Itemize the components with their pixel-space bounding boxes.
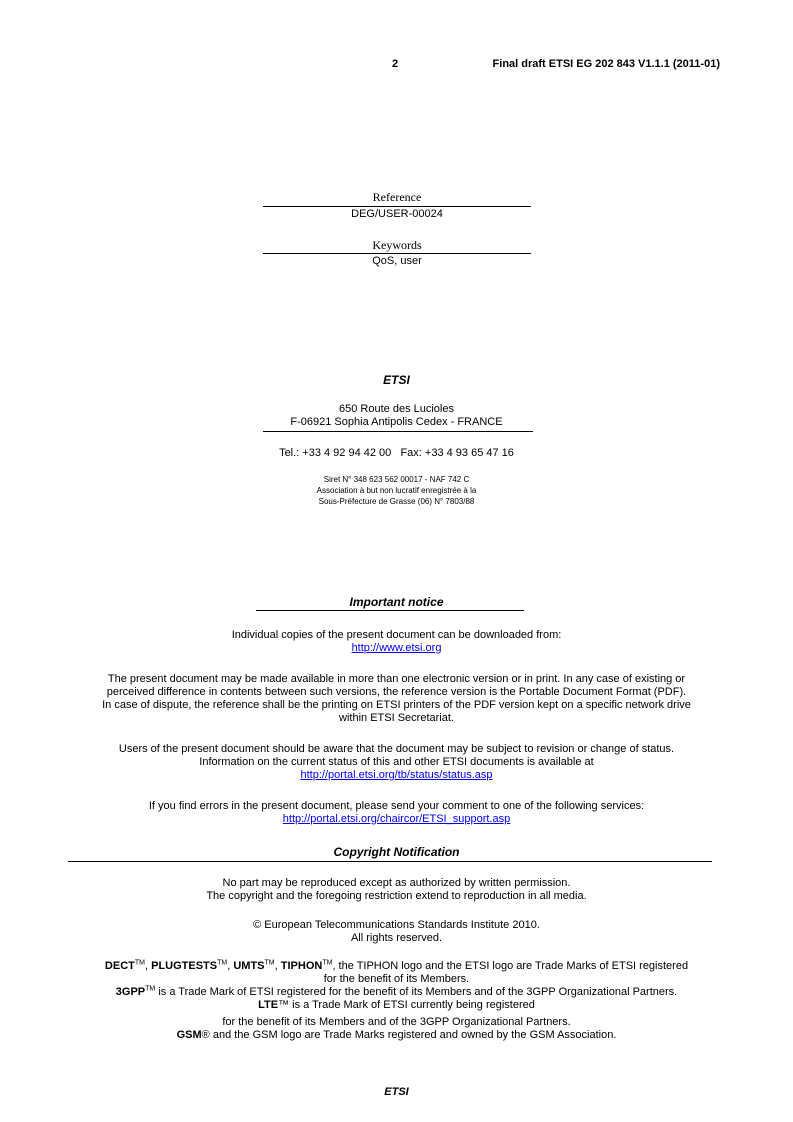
org-address-line2: F-06921 Sophia Antipolis Cedex - FRANCE — [290, 416, 503, 428]
tm-line1-rest: , the TIPHON logo and the ETSI logo are Trade Marks of ETSI registered — [332, 960, 689, 972]
trademark-gsm-line — [0, 1029, 793, 1042]
trademark-line1: DECT™, PLUGTESTS™, UMTS™, TIPHON™, the TIPHON logo and the ETSI logo are Trade Marks of ETSI registered — [104, 959, 689, 972]
trademark-lte-line2: for the benefit of its Members and of the 3GPP Organizational Partners. — [222, 1016, 571, 1028]
tm-gsm-rest: ® and the GSM logo are Trade Marks registered and owned by the GSM Association. — [201, 1029, 617, 1041]
document-title: Final draft ETSI EG 202 843 V1.1.1 (2011-01) — [492, 58, 720, 70]
notice-status-line1: Users of the present document should be aware that the document may be subject to revision or change of status. — [118, 743, 675, 755]
footer-etsi: ETSI — [384, 1086, 409, 1098]
notice-versions-line3: In case of dispute, the reference shall be the printing on ETSI printers of the PDF version kept on a specific network drive — [102, 699, 691, 711]
copyright-line3: © European Telecommunications Standards Institute 2010. — [253, 919, 540, 931]
trademark-lte-line — [0, 999, 793, 1012]
tm-3gpp-rest: is a Trade Mark of ETSI registered for the benefit of its Members and of the 3GPP Organizational Partners. — [155, 986, 678, 998]
org-name: ETSI — [383, 373, 410, 387]
notice-status-link-line — [0, 769, 793, 782]
notice-download-line — [0, 642, 793, 655]
org-legal-line1: Siret N° 348 623 562 00017 - NAF 742 C — [323, 475, 470, 484]
tm-mark: TM — [134, 959, 145, 967]
tm-mark: TM — [322, 959, 333, 967]
trademark-3gpp-line — [0, 986, 793, 999]
tm-lte-rest: ™ is a Trade Mark of ETSI currently being registered — [278, 999, 535, 1011]
tm-dect: DECT — [104, 960, 135, 972]
etsi-website-link[interactable]: http://www.etsi.org — [351, 642, 442, 654]
tm-tiphon: TIPHON — [280, 960, 323, 972]
org-address-line1: 650 Route des Lucioles — [339, 403, 454, 415]
tm-mark: TM — [145, 985, 156, 993]
tm-mark: TM — [217, 959, 228, 967]
notice-title: Important notice — [349, 595, 444, 609]
keywords-value: QoS, user — [372, 255, 422, 267]
reference-value: DEG/USER-00024 — [351, 208, 443, 220]
reference-rule — [263, 206, 531, 207]
notice-errors-text: If you find errors in the present document, please send your comment to one of the following services: — [148, 800, 645, 812]
reference-label: Reference — [372, 190, 422, 204]
address-rule — [263, 431, 533, 432]
copyright-line1: No part may be reproduced except as authorized by written permission. — [222, 877, 571, 889]
trademark-line2: for the benefit of its Members. — [323, 973, 470, 985]
copyright-rule — [68, 861, 712, 862]
tm-umts: UMTS — [233, 960, 265, 972]
org-legal-line2: Association à but non lucratif enregistrée à la — [316, 486, 477, 495]
notice-versions-line1: The present document may be made available in more than one electronic version or in print. In any case of existing or — [107, 673, 686, 685]
tm-lte: LTE — [258, 999, 279, 1011]
notice-status-line2: Information on the current status of this and other ETSI documents is available at — [199, 756, 594, 768]
keywords-label: Keywords — [372, 238, 422, 252]
notice-versions-line4: within ETSI Secretariat. — [339, 712, 454, 724]
org-legal-line3: Sous-Préfecture de Grasse (06) N° 7803/88 — [318, 497, 475, 506]
org-telfax: Tel.: +33 4 92 94 42 00 Fax: +33 4 93 65 47 16 — [279, 447, 514, 459]
tm-plugtests: PLUGTESTS — [151, 960, 218, 972]
copyright-line2: The copyright and the foregoing restriction extend to reproduction in all media. — [206, 890, 587, 902]
tm-3gpp: 3GPP — [115, 986, 146, 998]
notice-errors-link-line — [0, 813, 793, 826]
copyright-title: Copyright Notification — [333, 845, 460, 859]
copyright-line4: All rights reserved. — [350, 932, 443, 944]
notice-rule — [256, 610, 524, 611]
tm-mark: TM — [264, 959, 275, 967]
support-link[interactable]: http://portal.etsi.org/chaircor/ETSI_support.asp — [282, 813, 511, 825]
page-number: 2 — [392, 58, 399, 70]
tm-gsm: GSM — [176, 1029, 202, 1041]
notice-versions-line2: perceived difference in contents between such versions, the reference version is the Portable Document Format (PDF). — [106, 686, 687, 698]
keywords-rule — [263, 253, 531, 254]
status-link[interactable]: http://portal.etsi.org/tb/status/status.asp — [300, 769, 493, 781]
notice-download-text: Individual copies of the present document can be downloaded from: — [231, 629, 562, 641]
